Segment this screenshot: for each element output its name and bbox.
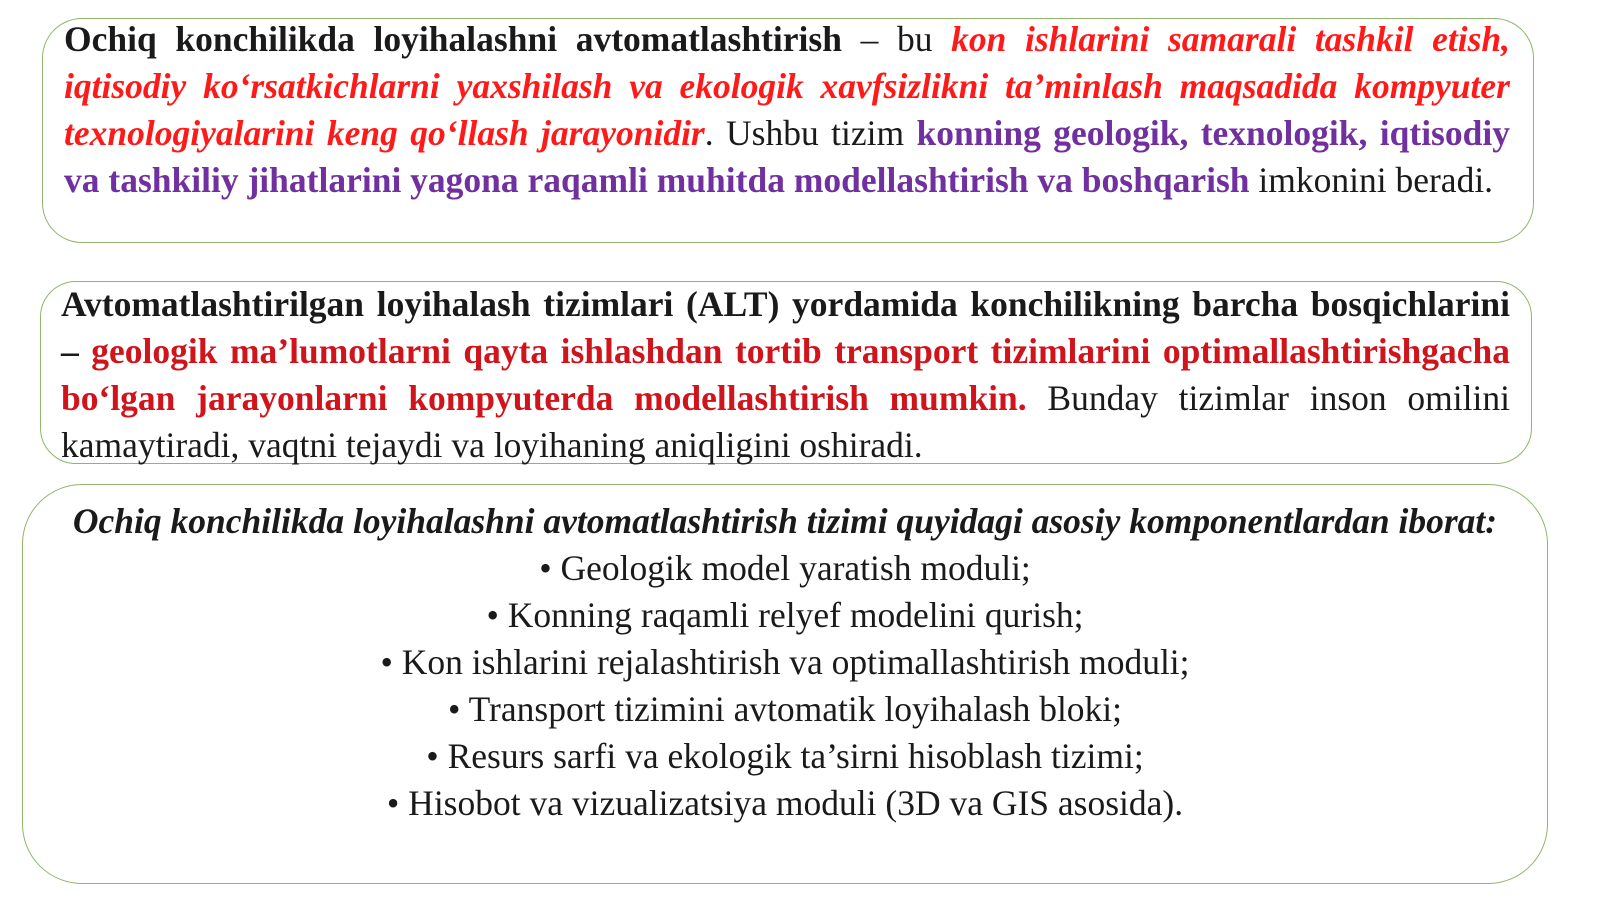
component-item-planning-module: • Kon ishlarini rejalashtirish va optimallashtirish moduli;: [380, 642, 1190, 682]
alt-systems-lead: Avtomatlashtirilgan loyihalash tizimlari (ALT) yordamida konchilikning barcha bosqichlarini –: [61, 284, 1510, 371]
alt-systems-tail: Bunday tizimlar inson omilini kamaytiradi, vaqtni tejaydi va loyihaning aniqligini oshiradi.: [61, 378, 1510, 465]
component-item-report-module: • Hisobot va vizualizatsiya moduli (3D va GIS asosida).: [386, 783, 1184, 823]
system-capability-text: konning geologik, texnologik, iqtisodiy va tashkiliy jihatlarini yagona raqamli muhitda modellashtirish va boshqarish: [64, 113, 1510, 200]
alt-systems-highlight: geologik ma’lumotlarni qayta ishlashdan tortib transport tizimlarini optimallashtirishgacha bo‘lgan jarayonlarni kompyuterda modellashtirish mumkin.: [61, 331, 1511, 418]
component-item-resource-system: • Resurs sarfi va ekologik ta’sirni hisoblash tizimi;: [426, 736, 1144, 776]
definition-connector: – bu: [841, 19, 952, 59]
alt-systems-paragraph: [61, 281, 1510, 469]
definition-term: Ochiq konchilikda loyihalashni avtomatlashtirish: [64, 19, 842, 59]
component-item-relief-model: • Konning raqamli relyef modelini qurish;: [486, 595, 1084, 635]
definition-sentence-break: . Ushbu tizim: [704, 113, 917, 153]
definition-paragraph: [64, 16, 1510, 204]
definition-text: kon ishlarini samarali tashkil etish, iqtisodiy ko‘rsatkichlarni yaxshilash va ekologik xavfsizlikni ta’minlash maqsadida kompyuter texnologiyalarini keng qo‘llash jarayonidir: [64, 19, 1511, 153]
components-section: [50, 498, 1520, 827]
component-item-geologic-model: • Geologik model yaratish moduli;: [539, 548, 1031, 588]
component-item-transport-block: • Transport tizimini avtomatik loyihalash bloki;: [447, 689, 1123, 729]
definition-tail: imkonini beradi.: [1249, 160, 1494, 200]
components-heading: Ochiq konchilikda loyihalashni avtomatlashtirish tizimi quyidagi asosiy komponentlardan iborat:: [72, 501, 1498, 541]
